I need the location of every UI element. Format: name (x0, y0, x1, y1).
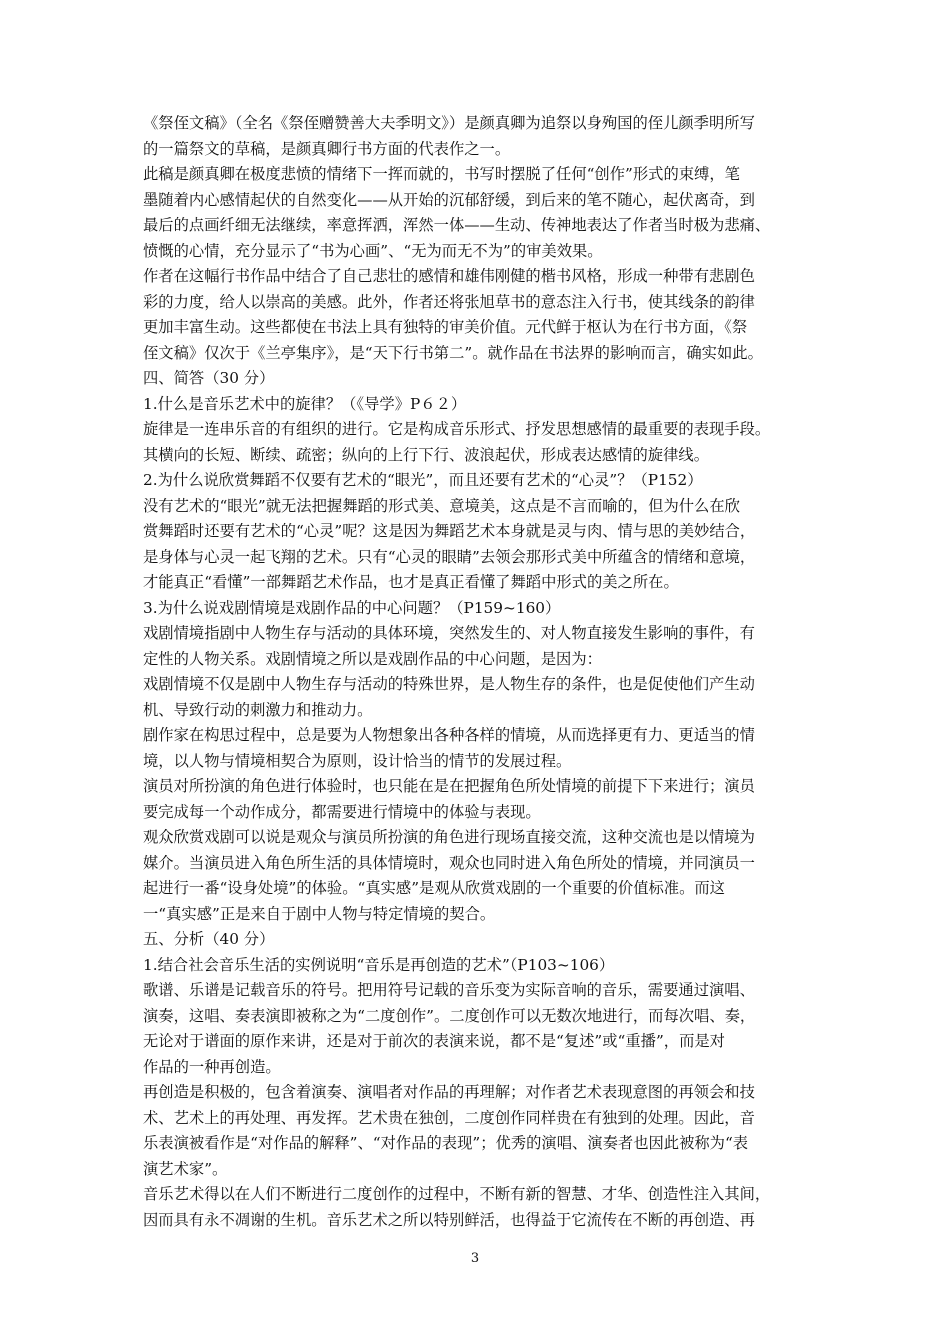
text-line: 戏剧情境指剧中人物生存与活动的具体环境，突然发生的、对人物直接发生影响的事件，有 (143, 624, 755, 642)
text-line: 媒介。当演员进入角色所生活的具体情境时，观众也同时进入角色所处的情境，并同演员一 (143, 853, 755, 872)
text-line: 其横向的长短、断续、疏密；纵向的上行下行、波浪起伏，形成表达感情的旋律线。 (143, 445, 709, 464)
text-line: 音乐艺术得以在人们不断进行二度创作的过程中，不断有新的智慧、才华、创造性注入其间， (143, 1185, 771, 1203)
text-line: 2.为什么说欣赏舞蹈不仅要有艺术的“眼光”，而且还要有艺术的“心灵”？（P152） (143, 471, 703, 489)
document-body (143, 111, 813, 1233)
text-line: 四、简答（30 分） (143, 369, 275, 387)
text-line: 愤慨的心情，充分显示了“书为心画”、“无为而无不为”的审美效果。 (143, 241, 603, 260)
text-line: 乐表演被看作是“对作品的解释”、“对作品的表现”；优秀的演唱、演奏者也因此被称为“表 (143, 1134, 749, 1152)
page-number: 3 (470, 1251, 480, 1266)
text-line: 没有艺术的“眼光”就无法把握舞蹈的形式美、意境美，这点是不言而喻的，但为什么在欣 (143, 496, 740, 515)
text-line: 侄文稿》仅次于《兰亭集序》，是“天下行书第二”。就作品在书法界的影响而言，确实如此。 (143, 343, 763, 362)
text-line: 才能真正“看懂”一部舞蹈艺术作品，也才是真正看懂了舞蹈中形式的美之所在。 (143, 573, 679, 591)
text-line: 一“真实感”正是来自于剧中人物与特定情境的契合。 (143, 904, 496, 923)
text-line: 彩的力度，给人以崇高的美感。此外，作者还将张旭草书的意态注入行书，使其线条的韵律 (143, 292, 755, 311)
text-line: 无论对于谱面的原作来讲，还是对于前次的表演来说，都不是“复述”或“重播”，而是对 (143, 1032, 725, 1050)
text-line: 的一篇祭文的草稿，是颜真卿行书方面的代表作之一。 (143, 139, 511, 158)
text-line: 旋律是一连串乐音的有组织的进行。它是构成音乐形式、抒发思想感情的最重要的表现手段。 (143, 420, 771, 438)
text-line: 1.什么是音乐艺术中的旋律？（《导学》P６２） (143, 394, 467, 413)
text-line: 戏剧情境不仅是剧中人物生存与活动的特殊世界，是人物生存的条件，也是促使他们产生动 (143, 675, 755, 693)
text-line: 更加丰富生动。这些都使在书法上具有独特的审美价值。元代鲜于枢认为在行书方面，《祭 (143, 318, 748, 336)
text-line: 观众欣赏戏剧可以说是观众与演员所扮演的角色进行现场直接交流，这种交流也是以情境为 (143, 828, 755, 846)
text-line: 要完成每一个动作成分，都需要进行情境中的体验与表现。 (143, 802, 541, 821)
text-line: 墨随着内心感情起伏的自然变化——从开始的沉郁舒缓，到后来的笔不随心，起伏离奇，到 (143, 190, 755, 209)
text-line: 歌谱、乐谱是记载音乐的符号。把用符号记载的音乐变为实际音响的音乐，需要通过演唱、 (143, 981, 755, 999)
text-line: 作品的一种再创造。 (143, 1057, 281, 1076)
text-line: 演员对所扮演的角色进行体验时，也只能在是在把握角色所处情境的前提下下来进行；演员 (143, 777, 755, 795)
text-line: 赏舞蹈时还要有艺术的“心灵”呢？这是因为舞蹈艺术本身就是灵与肉、情与思的美妙结合， (143, 522, 756, 540)
text-line: 《祭侄文稿》（全名《祭侄赠赞善大夫季明文》）是颜真卿为追祭以身殉国的侄儿颜季明所写 (143, 114, 755, 132)
text-line: 演奏，这唱、奏表演即被称之为“二度创作”。二度创作可以无数次地进行，而每次唱、奏， (143, 1006, 756, 1025)
text-line: 剧作家在构思过程中，总是要为人物想象出各种各样的情境，从而选择更有力、更适当的情 (143, 726, 755, 744)
text-line: 术、艺术上的再处理、再发挥。艺术贵在独创，二度创作同样贵在有独到的处理。因此，音 (143, 1108, 755, 1127)
text-line: 演艺术家”。 (143, 1159, 228, 1178)
text-line: 起进行一番“设身处境”的体验。“真实感”是观从欣赏戏剧的一个重要的价值标准。而这 (143, 879, 725, 897)
text-line: 最后的点画纤细无法继续，率意挥洒，浑然一体——生动、传神地表达了作者当时极为悲痛、 (143, 216, 771, 234)
text-line: 再创造是积极的，包含着演奏、演唱者对作品的再理解；对作者艺术表现意图的再领会和技 (143, 1083, 755, 1101)
text-line: 境，以人物与情境相契合为原则，设计恰当的情节的发展过程。 (143, 751, 572, 770)
text-line: 机、导致行动的刺激力和推动力。 (143, 700, 373, 719)
text-line: 定性的人物关系。戏剧情境之所以是戏剧作品的中心问题，是因为： (143, 649, 602, 668)
text-line: 1.结合社会音乐生活的实例说明“音乐是再创造的艺术”（P103~106） (143, 955, 615, 974)
text-line: 3.为什么说戏剧情境是戏剧作品的中心问题？（P159~160） (143, 598, 561, 617)
text-line: 是身体与心灵一起飞翔的艺术。只有“心灵的眼睛”去领会那形式美中所蕴含的情绪和意境， (143, 547, 756, 566)
text-line: 作者在这幅行书作品中结合了自己悲壮的感情和雄伟刚健的楷书风格，形成一种带有悲剧色 (143, 267, 755, 285)
text-line: 此稿是颜真卿在极度悲愤的情绪下一挥而就的，书写时摆脱了任何“创作”形式的束缚，笔 (143, 165, 740, 183)
text-line: 因而具有永不凋谢的生机。音乐艺术之所以特别鲜活，也得益于它流传在不断的再创造、再 (143, 1210, 755, 1229)
text-line: 五、分析（40 分） (143, 930, 275, 948)
